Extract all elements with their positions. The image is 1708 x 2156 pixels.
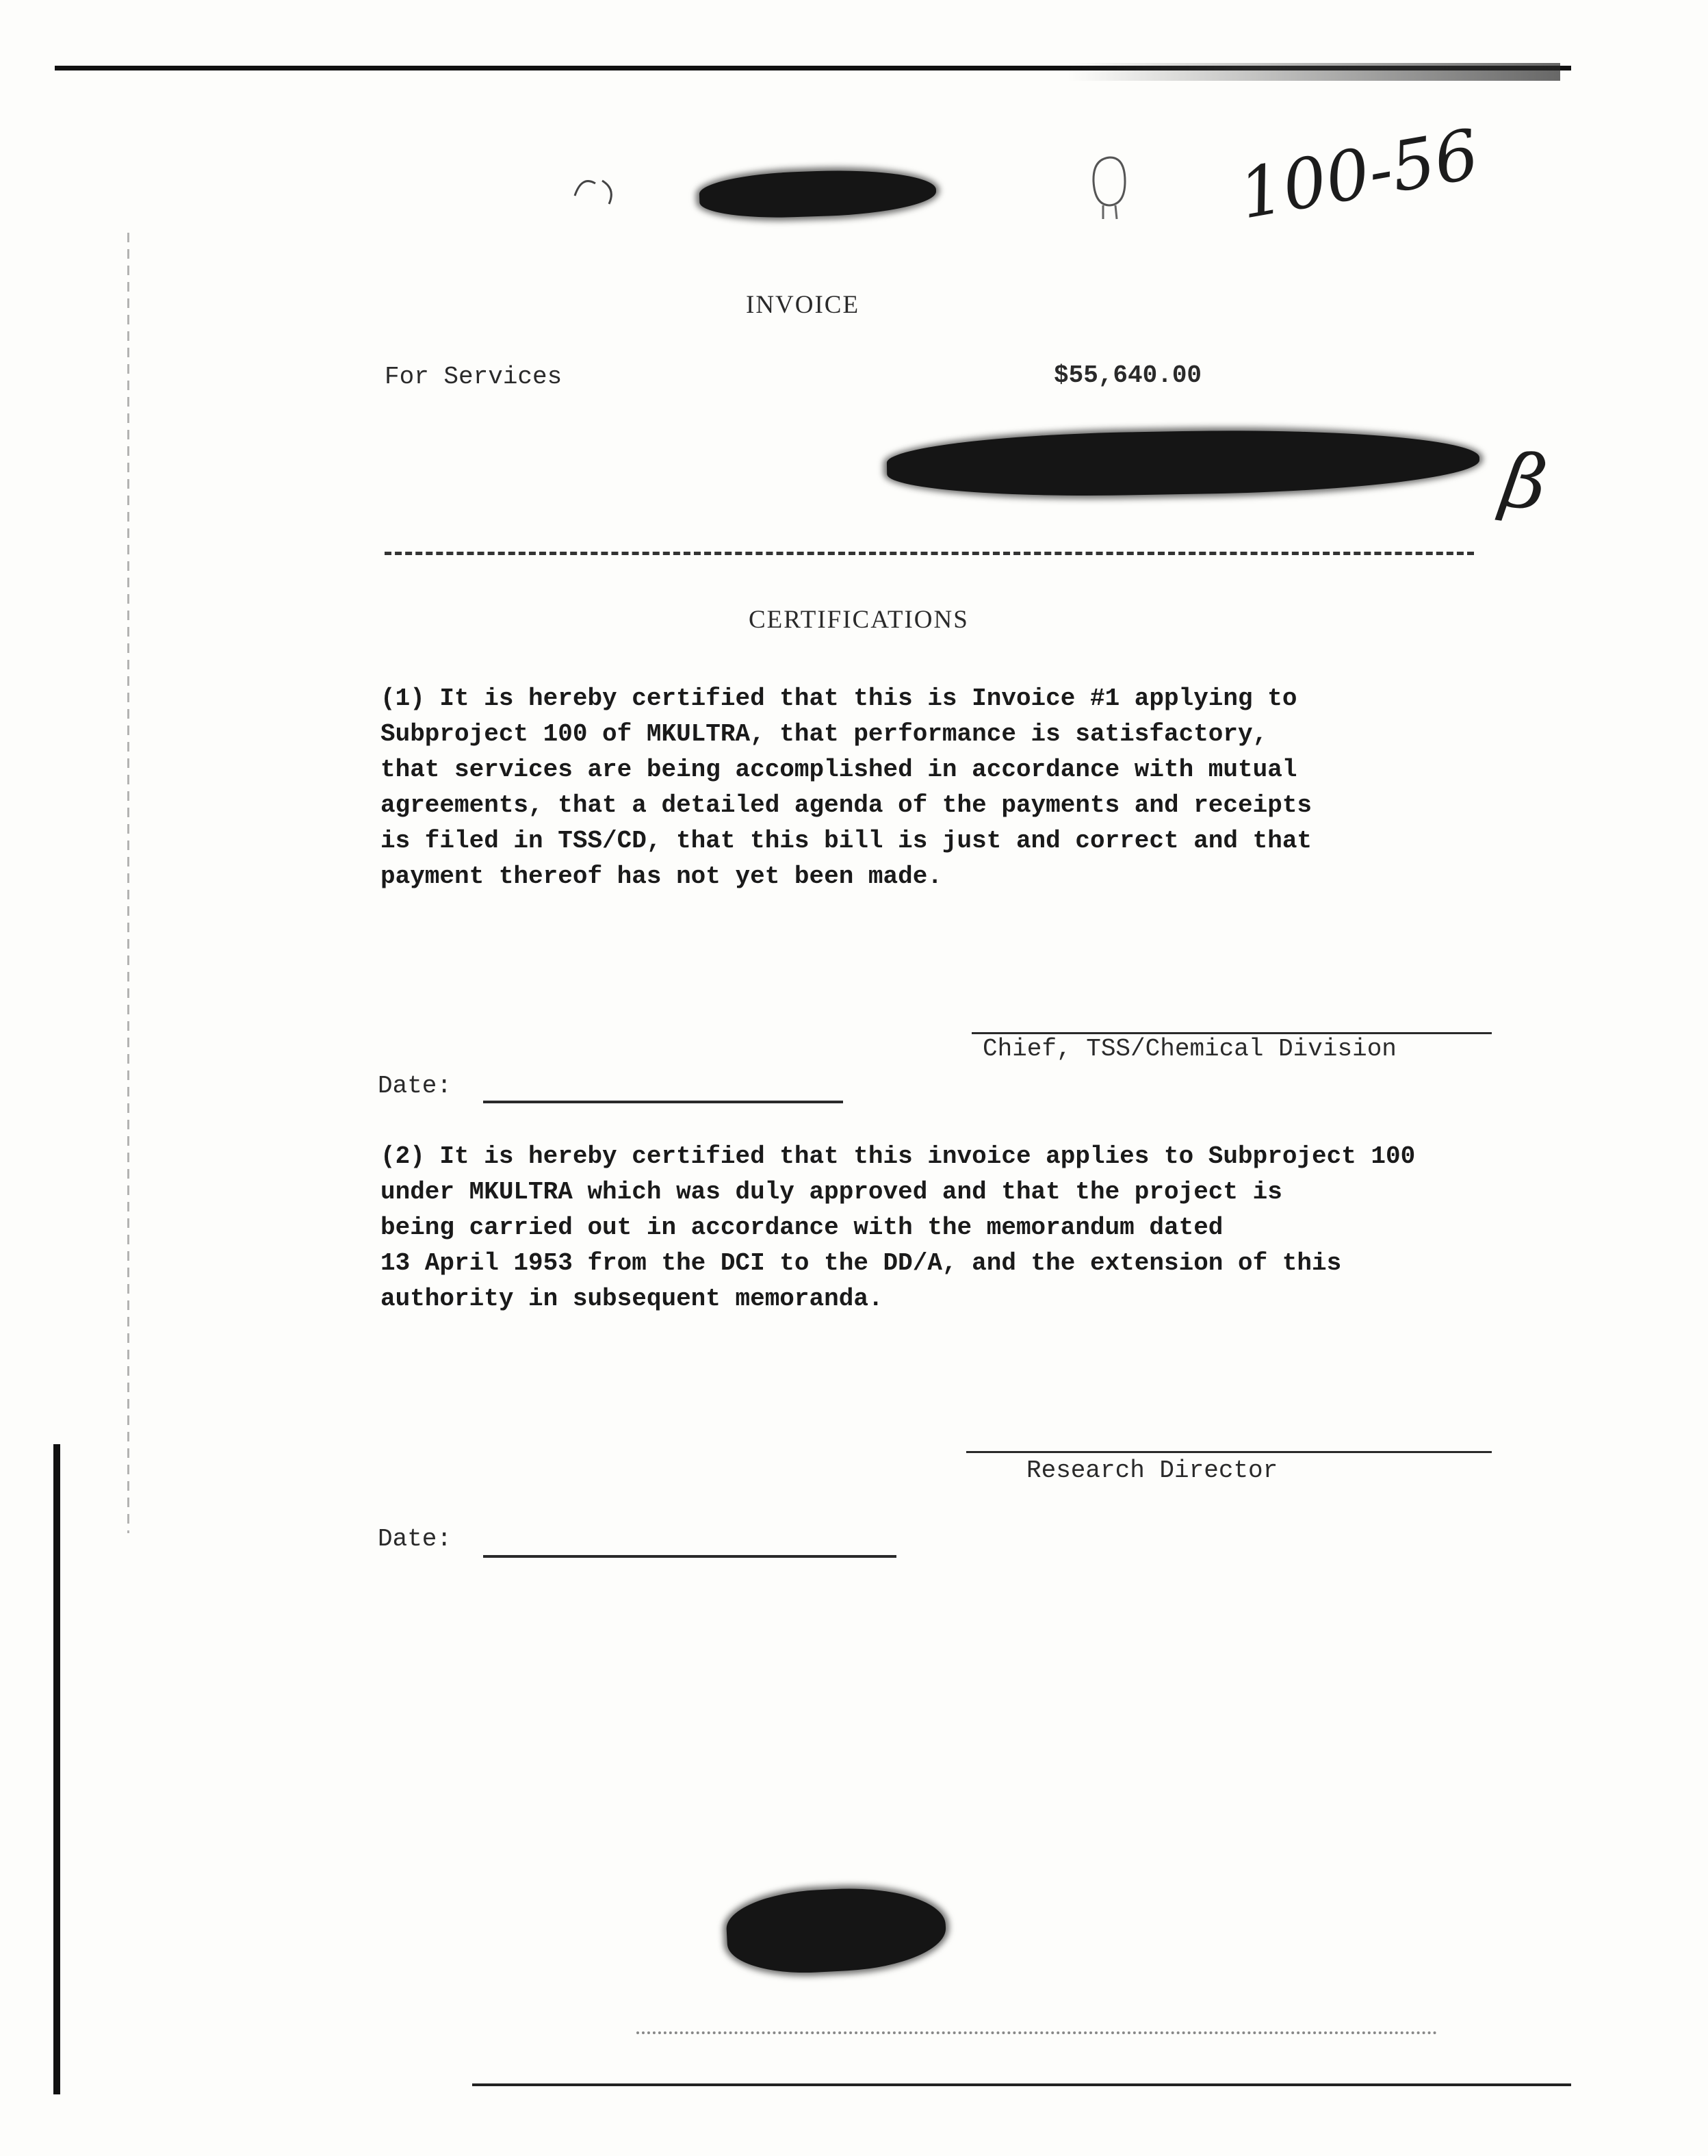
scan-left-edge: [53, 1444, 60, 2094]
signature-line-chief: [972, 1032, 1492, 1034]
invoice-amount: $55,640.00: [1054, 361, 1202, 389]
signatory-research-director: Research Director: [1026, 1456, 1278, 1485]
cert2-line: under MKULTRA which was duly approved and that the project is: [380, 1178, 1282, 1206]
cert1-line: payment thereof has not yet been made.: [380, 862, 942, 890]
signatory-chief-chemical-division: Chief, TSS/Chemical Division: [983, 1035, 1397, 1063]
cert1-line: agreements, that a detailed agenda of the payments and receipts: [380, 791, 1312, 819]
scan-left-faint-edge: [127, 233, 129, 1533]
handwritten-file-number: 100-56: [1233, 114, 1485, 235]
certifications-title: CERTIFICATIONS: [749, 606, 969, 634]
cert2-line: (2) It is hereby certified that this invoice applies to Subproject 100: [380, 1142, 1416, 1170]
cert2-line: being carried out in accordance with the memorandum dated: [380, 1214, 1224, 1242]
stamp-mark-icon: [561, 168, 636, 209]
scan-bottom-edge: [472, 2083, 1571, 2086]
date-line-1: [483, 1101, 843, 1103]
redaction-bottom: [725, 1884, 948, 1977]
cert1-line: (1) It is hereby certified that this is Invoice #1 applying to: [380, 684, 1297, 713]
signature-line-research-director: [966, 1451, 1492, 1453]
cert1-line: is filed in TSS/CD, that this bill is just and correct and that: [380, 827, 1312, 855]
date-label-2: Date:: [378, 1525, 452, 1553]
certification-2-paragraph: [380, 1139, 1475, 1317]
cert1-line: that services are being accomplished in accordance with mutual: [380, 756, 1297, 784]
punch-mark-icon: [1083, 151, 1137, 226]
for-services-label: For Services: [385, 363, 562, 391]
invoice-title: INVOICE: [746, 291, 860, 319]
redaction-top: [699, 167, 937, 220]
cert1-line: Subproject 100 of MKULTRA, that performance is satisfactory,: [380, 720, 1268, 748]
scan-bottom-dots: [636, 2031, 1437, 2034]
cert2-line: 13 April 1953 from the DCI to the DD/A, and the extension of this: [380, 1249, 1342, 1277]
certification-1-paragraph: [380, 681, 1448, 895]
handwritten-margin-mark: β: [1497, 435, 1553, 528]
redaction-payee: [886, 426, 1479, 499]
date-label-1: Date:: [378, 1072, 452, 1100]
scan-top-shadow: [1068, 63, 1560, 81]
date-line-2: [483, 1555, 896, 1558]
section-divider: [385, 552, 1474, 555]
cert2-line: authority in subsequent memoranda.: [380, 1285, 883, 1313]
